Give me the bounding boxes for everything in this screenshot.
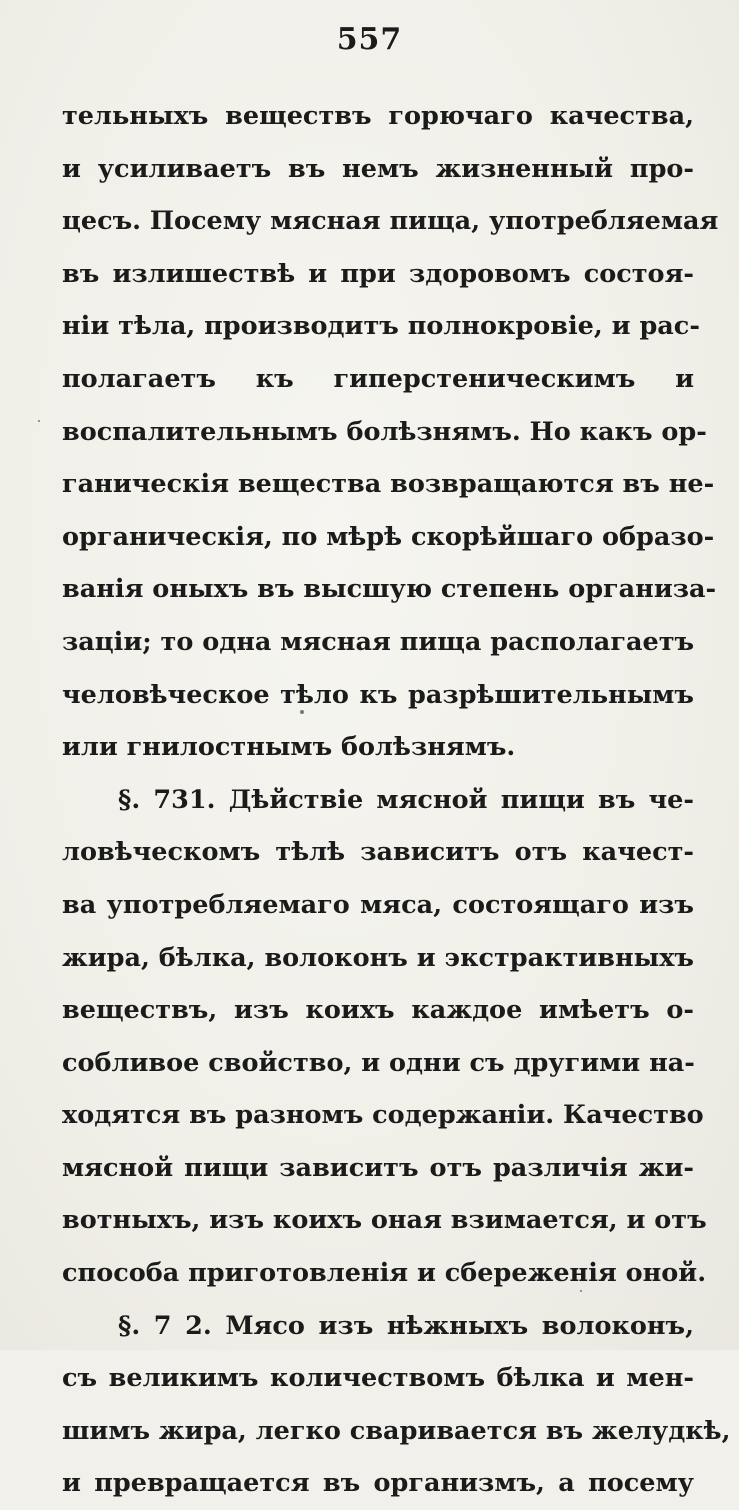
paragraph-section-732	[62, 1300, 731, 1510]
paper-speck	[38, 420, 40, 422]
text-line: человѣческое тѣло къ разрѣшительнымъ	[62, 679, 694, 710]
paper-speck	[300, 710, 304, 714]
paragraph-section-731	[62, 774, 707, 1300]
text-line: собливое свойство, и одни съ другими на-	[62, 1047, 695, 1078]
text-line: тельныхъ веществъ горючаго качества,	[62, 101, 694, 131]
text-line: органическія, по мѣрѣ скорѣйшаго образо-	[62, 521, 715, 552]
text-line: цесъ. Посему мясная пища, употребляемая	[62, 206, 719, 237]
text-line: ванія оныхъ въ высшую степень организа-	[62, 574, 717, 605]
page-number: 557	[336, 22, 403, 57]
paragraph-continuation	[62, 90, 719, 774]
text-line: въ излишествѣ и при здоровомъ состоя-	[62, 258, 694, 289]
text-line: полагаетъ къ гиперстеническимъ и	[62, 363, 694, 394]
body-text	[62, 90, 731, 1510]
text-line: ганическія вещества возвращаются въ не-	[62, 469, 715, 500]
text-line: способа приготовленія и сбереженія оной.	[62, 1258, 707, 1289]
text-line: или гнилостнымъ болѣзнямъ.	[62, 732, 516, 763]
text-line: съ великимъ количествомъ бѣлка и мен-	[62, 1363, 694, 1394]
text-line: мясной пищи зависитъ отъ различія жи-	[62, 1152, 694, 1183]
text-line: заціи; то одна мясная пища располагаетъ	[62, 626, 695, 657]
text-line: и усиливаетъ въ немъ жизненный про-	[62, 153, 694, 184]
text-line: веществъ, изъ коихъ каждое имѣетъ о-	[62, 995, 694, 1026]
text-line: и превращается въ организмъ, а посему	[62, 1468, 694, 1499]
text-line: вотныхъ, изъ коихъ оная взимается, и отъ	[62, 1205, 707, 1236]
text-line: ва употребляемаго мяса, состоящаго изъ	[62, 889, 694, 920]
paper-speck	[580, 1290, 582, 1292]
text-line: §. 731. Дѣйствіе мясной пищи въ че-	[118, 784, 694, 815]
text-line: ловѣческомъ тѣлѣ зависитъ отъ качест-	[62, 837, 694, 868]
text-line: шимъ жира, легко сваривается въ желудкѣ,	[62, 1415, 731, 1446]
text-line: жира, бѣлка, волоконъ и экстрактивныхъ	[62, 942, 694, 973]
text-line: ніи тѣла, производитъ полнокровіе, и рас-	[62, 311, 700, 342]
text-line: воспалительнымъ болѣзнямъ. Но какъ ор-	[62, 416, 707, 447]
text-line: §. 7 2. Мясо изъ нѣжныхъ волоконъ,	[118, 1310, 694, 1341]
text-line: ходятся въ разномъ содержаніи. Качество	[62, 1100, 704, 1131]
